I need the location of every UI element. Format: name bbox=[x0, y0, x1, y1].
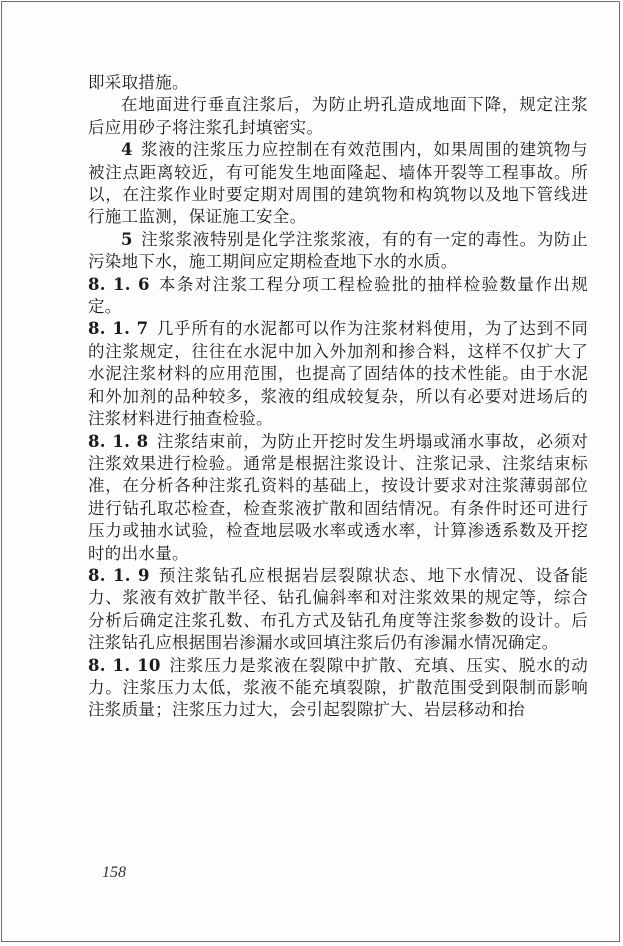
item-number: 5 bbox=[121, 229, 133, 249]
section-number: 8. 1. 9 bbox=[88, 565, 150, 585]
section-number: 8. 1. 10 bbox=[88, 655, 161, 675]
paragraph-item-4: 4 浆液的注浆压力应控制在有效范围内，如果周围的建筑物与被注点距离较近，有可能发生地面隆起、墙体开裂等工程事故。所以，在注浆作业时要定期对周围的建筑物和构筑物以及地下管线进行施工监测，保证施工安全。 bbox=[88, 140, 588, 227]
section-8-1-9: 8. 1. 9 预注浆钻孔应根据岩层裂隙状态、地下水情况、设备能力、浆液有效扩散半径、钻孔偏斜率和对注浆效果的规定等，综合分析后确定注浆孔数、布孔方式及钻孔角度等注浆参数的设计。后注浆钻孔应根据围岩渗漏水或回填注浆后仍有渗漏水情况确定。 bbox=[88, 565, 588, 653]
document-page bbox=[1, 1, 620, 942]
paragraph-continuation: 即采取措施。 bbox=[88, 73, 189, 92]
paragraph-fill-holes: 在地面进行垂直注浆后，为防止坍孔造成地面下降，规定注浆后应用砂子将注浆孔封填密实。 bbox=[88, 95, 588, 137]
section-number: 8. 1. 8 bbox=[88, 431, 149, 451]
section-number: 8. 1. 6 bbox=[88, 274, 150, 294]
item-number: 4 bbox=[121, 140, 133, 160]
paragraph-item-5: 5 注浆浆液特别是化学注浆浆液，有的有一定的毒性。为防止污染地下水，施工期间应定期检查地下水的水质。 bbox=[88, 229, 588, 272]
section-8-1-7: 8. 1. 7 几乎所有的水泥都可以作为注浆材料使用，为了达到不同的注浆规定，往往在水泥中加入外加剂和掺合料，这样不仅扩大了水泥注浆材料的应用范围，也提高了固结体的技术性能。由于水泥和外加剂的品种较多，浆液的组成较复杂，所以有必要对进场后的注浆材料进行抽查检验。 bbox=[88, 319, 588, 429]
section-number: 8. 1. 7 bbox=[88, 319, 149, 339]
section-8-1-6: 8. 1. 6 本条对注浆工程分项工程检验批的抽样检验数量作出规定。 bbox=[88, 274, 588, 317]
section-8-1-8: 8. 1. 8 注浆结束前，为防止开挖时发生坍塌或涌水事故，必须对注浆效果进行检验。通常是根据注浆设计、注浆记录、注浆结束标准，在分析各种注浆孔资料的基础上，按设计要求对注浆薄弱部位进行钻孔取芯检查，检查浆液扩散和固结情况。有条件时还可进行压力或抽水试验，检查地层吸水率或透水率，计算渗透系数及开挖时的出水量。 bbox=[88, 431, 588, 563]
body-text bbox=[88, 72, 588, 722]
page-number: 158 bbox=[102, 864, 126, 881]
section-8-1-10: 8. 1. 10 注浆压力是浆液在裂隙中扩散、充填、压实、脱水的动力。注浆压力太低，浆液不能充填裂隙，扩散范围受到限制而影响注浆质量；注浆压力过大，会引起裂隙扩大、岩层移动和抬 bbox=[88, 655, 588, 720]
